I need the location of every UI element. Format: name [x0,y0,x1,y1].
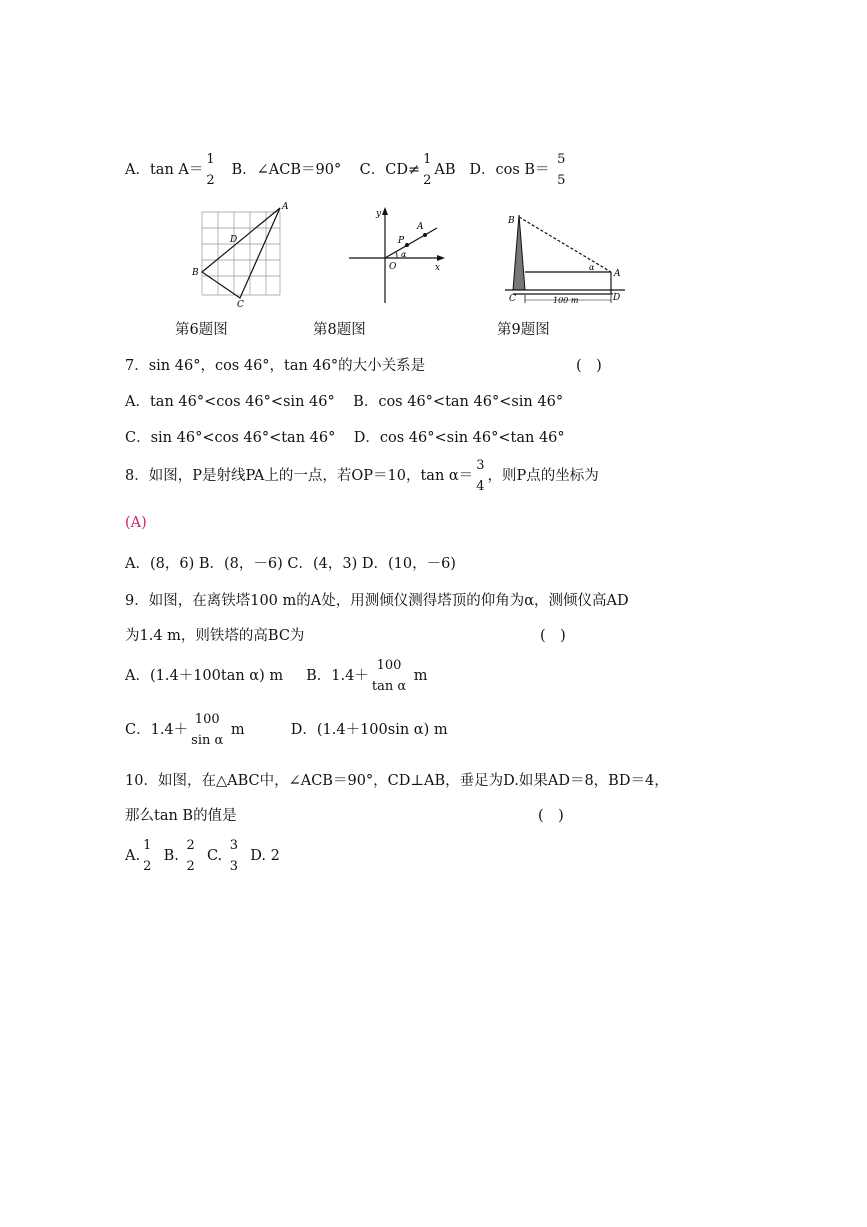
q10-option-a: A. 1 2 [125,838,152,874]
q9-options-row1 [125,658,427,694]
q9-options-row2 [125,712,448,748]
q10-option-d: D. 2 [250,848,280,864]
fig9-label-c: C [509,294,516,304]
q10-option-b: B. 2 2 [163,838,195,874]
fig9-label-alpha: α [589,263,595,272]
q10-stem-line1: 10．如图，在△ABC中，∠ACB＝90°，CD⊥AB，垂足为D.如果AD＝8，BD＝4， [125,773,669,789]
q7-options-row1 [125,390,563,411]
fig8-label-alpha: α [401,250,407,259]
fig8-label-y: y [376,209,382,219]
fig6-caption: 第6题图 [175,322,228,338]
q7-option-d: D．cos 46°<sin 46°<tan 46° [353,430,565,446]
q9-option-a: A．(1.4＋100tan α) m [125,668,284,684]
q9-option-d: D．(1.4＋100sin α) m [290,722,448,738]
figure-6 [190,200,300,308]
q7-option-b: B．cos 46°<tan 46°<sin 46° [353,394,564,410]
fig6-label-d: D [230,235,238,245]
q9-answer-blank: ( ) [540,628,566,644]
q6-option-b: B．∠ACB＝90° [231,162,342,178]
fig9-label-distance: 100 m [553,296,579,305]
q10-stem-line2: 那么tan B的值是 [125,808,237,824]
q10-options [125,838,280,874]
fig9-label-b: B [508,216,515,226]
fig6-label-c: C [237,300,244,308]
fig9-label-d: D [613,293,621,303]
q6-options [125,152,568,188]
figure-8 [345,203,450,308]
q10-answer-blank: ( ) [538,808,564,824]
q7-options-row2 [125,426,565,447]
q8-answer: (A) [125,515,147,531]
q9-option-b: B．1.4＋ 100 tan α m [306,658,428,694]
q9-stem-line1: 9．如图，在离铁塔100 m的A处，用测倾仪测得塔顶的仰角为α，测倾仪高AD [125,593,629,609]
q7-option-a: A．tan 46°<cos 46°<sin 46° [125,394,335,410]
fig8-caption: 第8题图 [313,322,366,338]
q9-option-c: C．1.4＋ 100 sin α m [125,712,245,748]
fig8-label-p: P [398,236,405,246]
fig8-label-x: x [435,263,441,273]
figure-9 [503,205,628,307]
q7-option-c: C．sin 46°<cos 46°<tan 46° [125,430,336,446]
q8-options: A．(8，6) B．(8，－6) C．(4，3) D．(10，－6) [125,556,456,572]
q6-option-d: D．cos B＝ 5 5 [469,152,566,188]
fig9-label-a: A [614,269,621,279]
q6-option-c: C．CD≠ 1 2 AB [359,152,456,188]
q7-stem: 7．sin 46°，cos 46°，tan 46°的大小关系是 [125,358,426,374]
fig9-caption: 第9题图 [497,322,550,338]
q6-option-a: A．tan A＝ 1 2 [125,152,215,188]
fig8-label-o: O [389,262,397,272]
fig6-label-a: A [282,202,289,212]
q9-stem-line2: 为1.4 m，则铁塔的高BC为 [125,628,305,644]
fig6-label-b: B [192,268,199,278]
fig8-label-a: A [417,222,424,232]
q7-answer-blank: ( ) [576,358,602,374]
q10-option-c: C. 3 3 [206,838,239,874]
q8-stem: 8．如图，P是射线PA上的一点，若OP＝10，tan α＝ 3 4 ，则P点的坐标为 [125,458,599,494]
